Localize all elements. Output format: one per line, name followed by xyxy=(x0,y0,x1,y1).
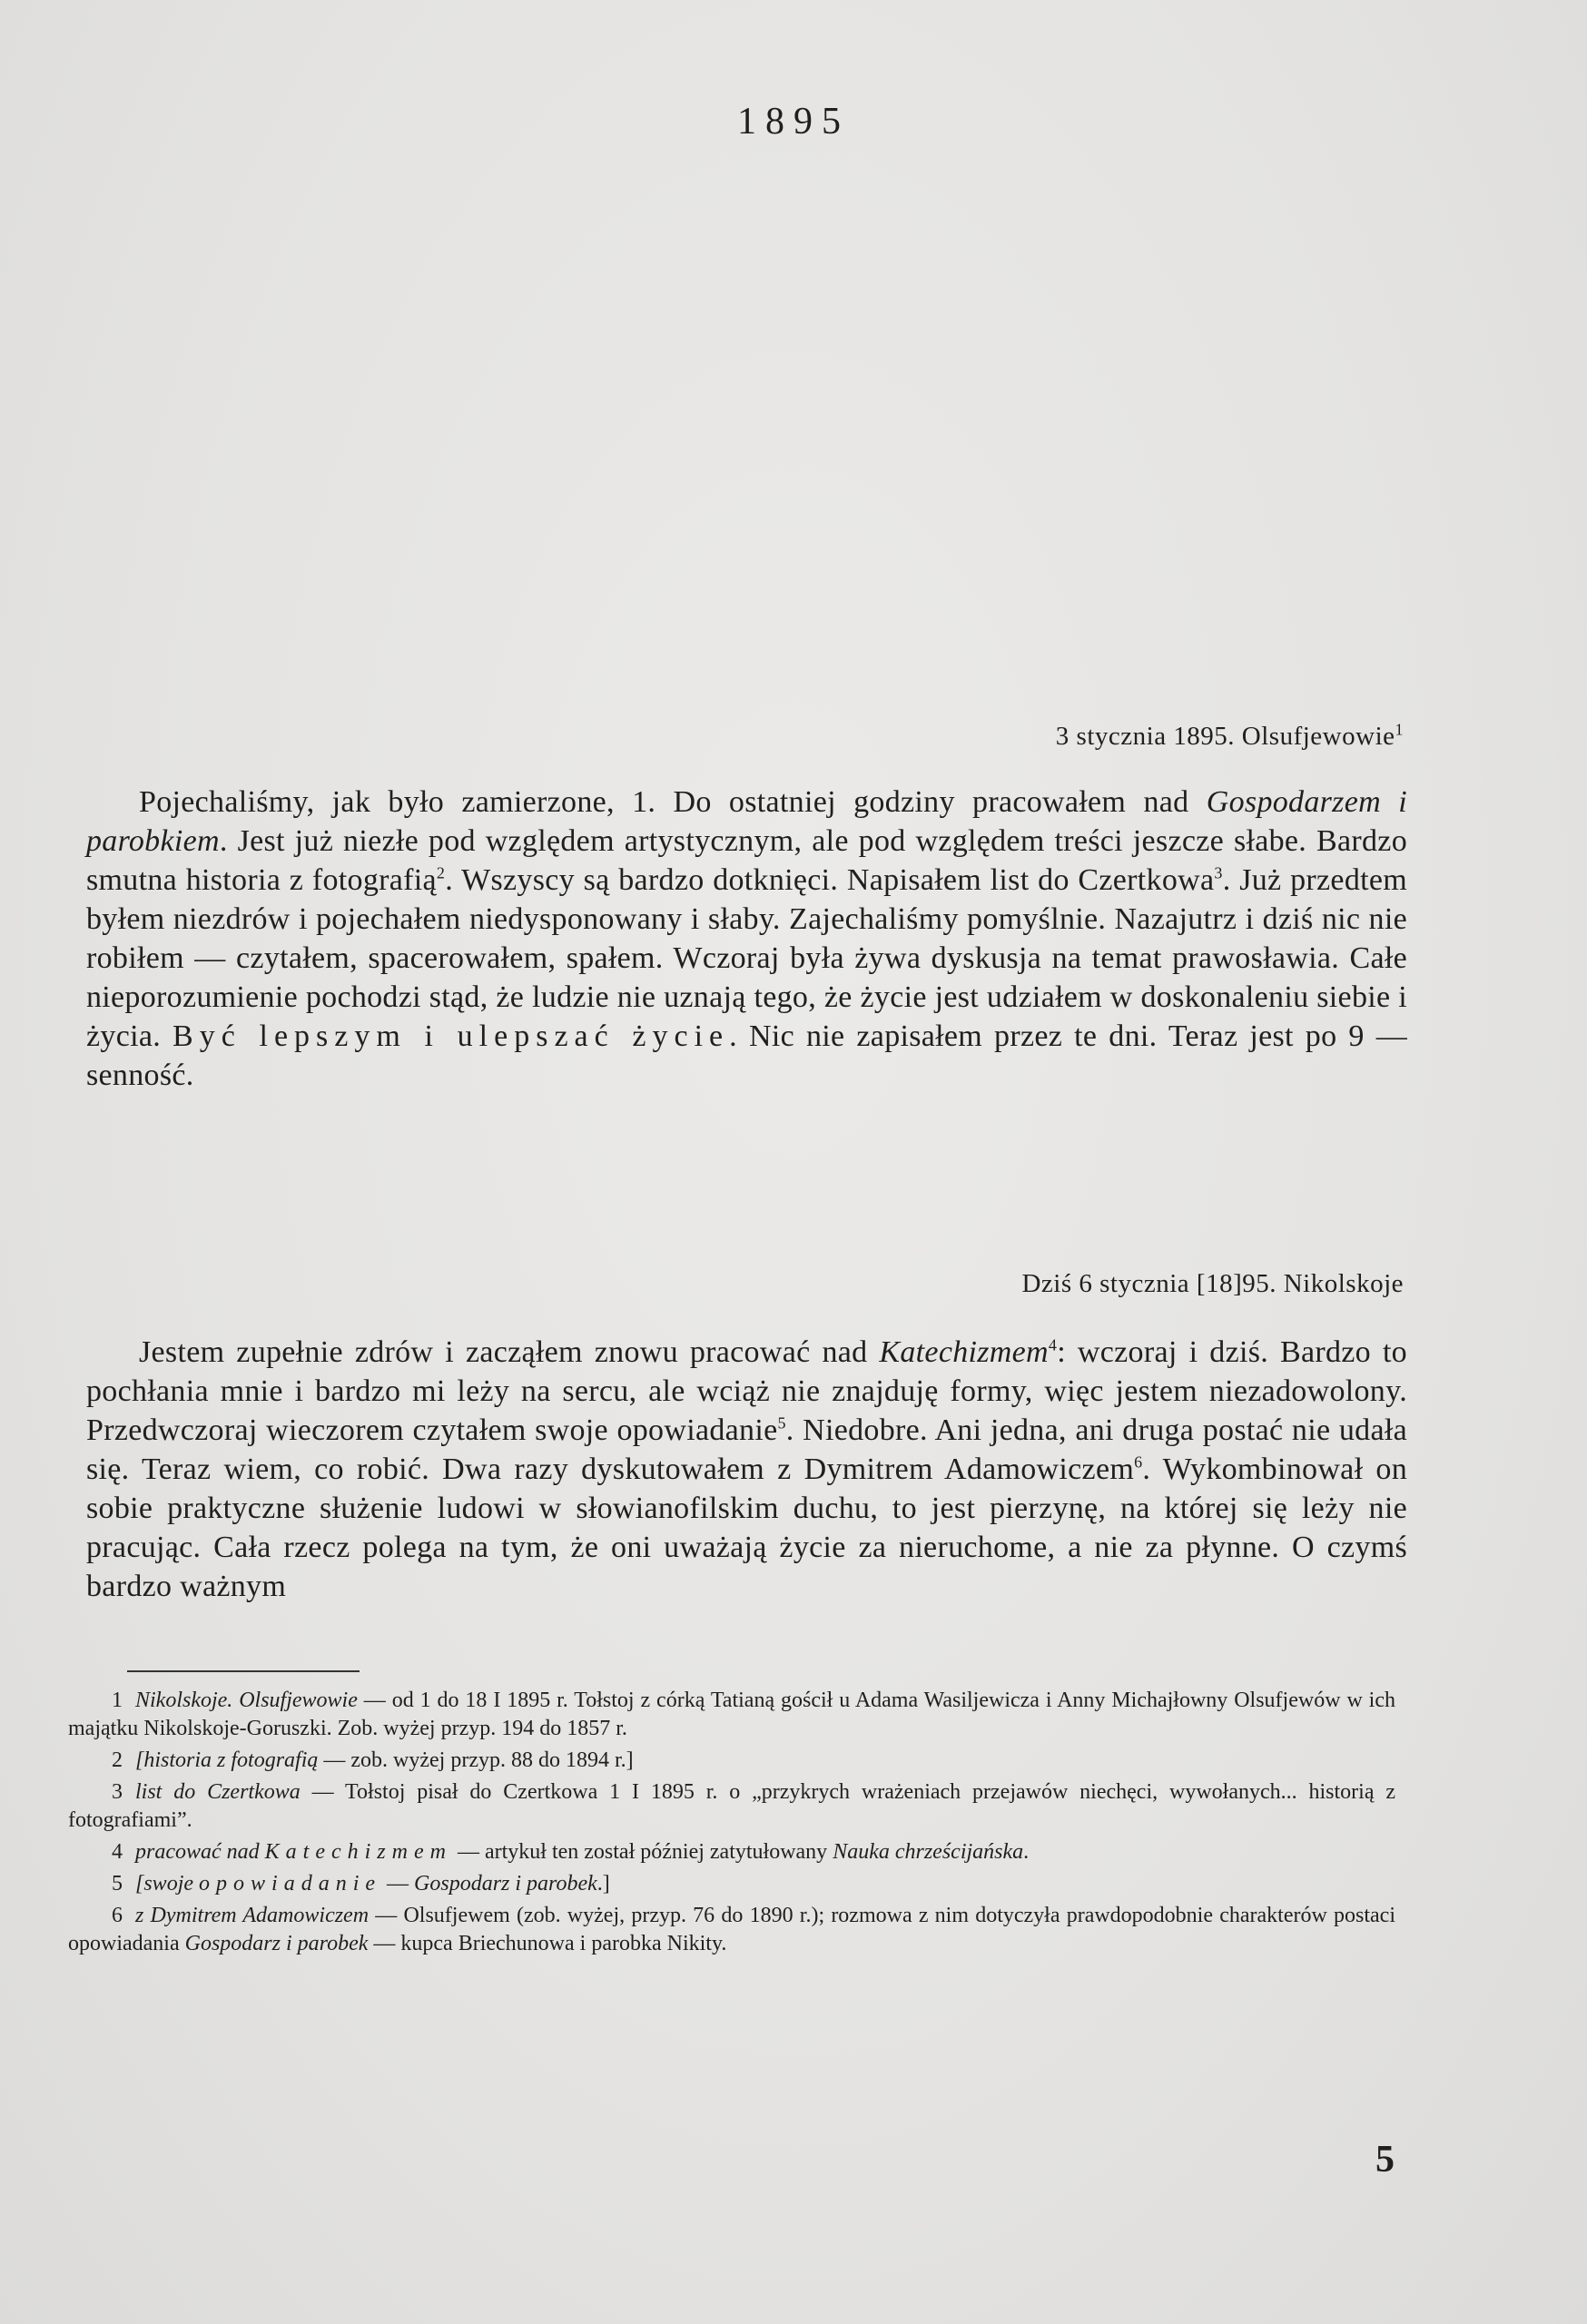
footnote-3 xyxy=(68,1778,1395,1835)
entry-paragraph-2 xyxy=(86,1333,1407,1606)
footnote-6 xyxy=(68,1902,1395,1958)
text-run: — Olsufjewem (zob. wyżej, przyp. 76 do 1890 r.); rozmowa z nim dotyczyła prawdopodobnie charakterów postaci opowiadania xyxy=(68,1904,1395,1955)
text-run: . xyxy=(1023,1840,1030,1864)
text-run: Katechizmem xyxy=(879,1335,1049,1369)
page-year-heading: 1895 xyxy=(737,101,850,143)
entry-paragraph-1 xyxy=(86,783,1407,1095)
text-run: Nikolskoje. Olsufjewowie xyxy=(135,1689,358,1712)
footnote-ref: 2 xyxy=(436,863,446,882)
text-run: opowiadanie xyxy=(199,1872,382,1896)
entry-heading-1-ref: 1 xyxy=(1395,720,1404,739)
footnote-3-number: 3 xyxy=(112,1780,123,1804)
text-run: — zob. wyżej przyp. 88 do 1894 r.] xyxy=(318,1748,634,1772)
footnote-5-number: 5 xyxy=(112,1872,123,1896)
text-run: . Już przedtem byłem niezdrów i pojechałem niedysponowany i słaby. Zajechaliśmy pomyślnie. Nazajutrz i dziś nic nie robiłem — czytałem, spacerowałem, spałem. Wczoraj była żywa dyskusja na temat prawosławia. Całe nieporozumienie pochodzi stąd, że ludzie nie uznają tego, że życie jest udziałem w doskonaleniu siebie i życia. xyxy=(86,863,1407,1053)
entry-heading-2 xyxy=(1021,1269,1404,1299)
text-run: Jestem zupełnie zdrów i zacząłem znowu pracować nad xyxy=(139,1335,880,1369)
text-run: Pojechaliśmy, jak było zamierzone, 1. Do ostatniej godziny pracowałem nad xyxy=(139,785,1207,819)
text-run: . Niedobre. Ani jedna, ani druga postać nie udała się. Teraz wiem, co robić. Dwa razy dyskutowałem z Dymitrem Adamowiczem xyxy=(86,1413,1407,1486)
text-run: [swoje xyxy=(135,1872,200,1896)
entry-heading-1 xyxy=(1056,722,1404,752)
text-run: . Wykombinował on sobie praktyczne służenie ludowi w słowianofilskim duchu, to jest pierzynę, na której się leży nie pracując. Cała rzecz polega na tym, że oni uważają życie za nieruchome, a nie za płynne. O czymś bardzo ważnym xyxy=(86,1452,1407,1603)
footnote-5-text xyxy=(135,1872,610,1896)
text-run: Gospodarz i parobek xyxy=(414,1872,597,1896)
text-run: Nauka chrześcijańska xyxy=(833,1840,1024,1864)
text-run: — od 1 do 18 I 1895 r. Tołstoj z córką Tatianą gościł u Adama Wasiljewicza i Anny Michajłowny Olsufjewów w ich majątku Nikolskoje-Goruszki. Zob. wyżej przyp. 194 do 1857 r. xyxy=(68,1689,1395,1740)
text-run: . Nic nie zapisałem przez te dni. Teraz jest po 9 — senność. xyxy=(86,1019,1407,1092)
text-run: pracować nad xyxy=(135,1840,265,1864)
text-run: [historia z fotografią xyxy=(135,1748,319,1772)
footnote-4-text xyxy=(135,1840,1029,1864)
text-run: Gospodarz i parobek xyxy=(184,1932,369,1955)
text-run: — xyxy=(381,1872,415,1896)
footnote-1-number: 1 xyxy=(112,1689,123,1712)
footnote-2 xyxy=(68,1747,1395,1775)
footnote-6-text xyxy=(68,1904,1395,1955)
text-run: : wczoraj i dziś. Bardzo to pochłania mnie i bardzo mi leży na sercu, ale wciąż nie znajduję formy, więc jestem niezadowolony. Przedwczoraj wieczorem czytałem swoje opowiadanie xyxy=(86,1335,1407,1447)
text-run: Być lepszym i ulepszać życie xyxy=(172,1019,730,1053)
entry-heading-1-text: 3 stycznia 1895. Olsufjewowie xyxy=(1055,722,1395,751)
footnote-1 xyxy=(68,1687,1395,1743)
footnote-ref: 5 xyxy=(777,1413,786,1433)
text-run: — artykuł ten został później zatytułowany xyxy=(451,1840,833,1864)
text-run: . Jest już niezłe pod względem artystycznym, ale pod względem treści jeszcze słabe. Bardzo smutna historia z fotografią xyxy=(86,824,1407,897)
footnotes xyxy=(68,1687,1395,1962)
footnote-divider xyxy=(127,1670,360,1672)
text-run: — Tołstoj pisał do Czertkowa 1 I 1895 r. o „przykrych wrażeniach przejawów niechęci, wywołanych... historią z fotografiami”. xyxy=(68,1780,1395,1832)
page-number: 5 xyxy=(1375,2139,1395,2181)
footnote-1-text xyxy=(68,1689,1395,1740)
text-run: .] xyxy=(596,1872,610,1896)
footnote-4 xyxy=(68,1838,1395,1866)
footnote-2-number: 2 xyxy=(112,1748,123,1772)
footnote-ref: 4 xyxy=(1048,1335,1058,1354)
text-run: z Dymitrem Adamowiczem xyxy=(135,1904,370,1927)
footnote-6-number: 6 xyxy=(112,1904,123,1927)
text-run: . Wszyscy są bardzo dotknięci. Napisałem list do Czertkowa xyxy=(445,863,1215,897)
footnote-ref: 3 xyxy=(1214,863,1223,882)
entry-heading-2-text: Dziś 6 stycznia [18]95. Nikolskoje xyxy=(1021,1269,1404,1298)
footnote-4-number: 4 xyxy=(112,1840,123,1864)
footnote-2-text xyxy=(135,1748,634,1772)
footnote-5 xyxy=(68,1870,1395,1898)
text-run: Katechizmem xyxy=(264,1840,452,1864)
footnote-3-text xyxy=(68,1780,1395,1832)
text-run: Gospodarzem i parobkiem xyxy=(86,785,1407,858)
text-run: list do Czertkowa xyxy=(135,1780,301,1804)
text-run: — kupca Briechunowa i parobka Nikity. xyxy=(368,1932,727,1955)
footnote-ref: 6 xyxy=(1134,1452,1143,1472)
